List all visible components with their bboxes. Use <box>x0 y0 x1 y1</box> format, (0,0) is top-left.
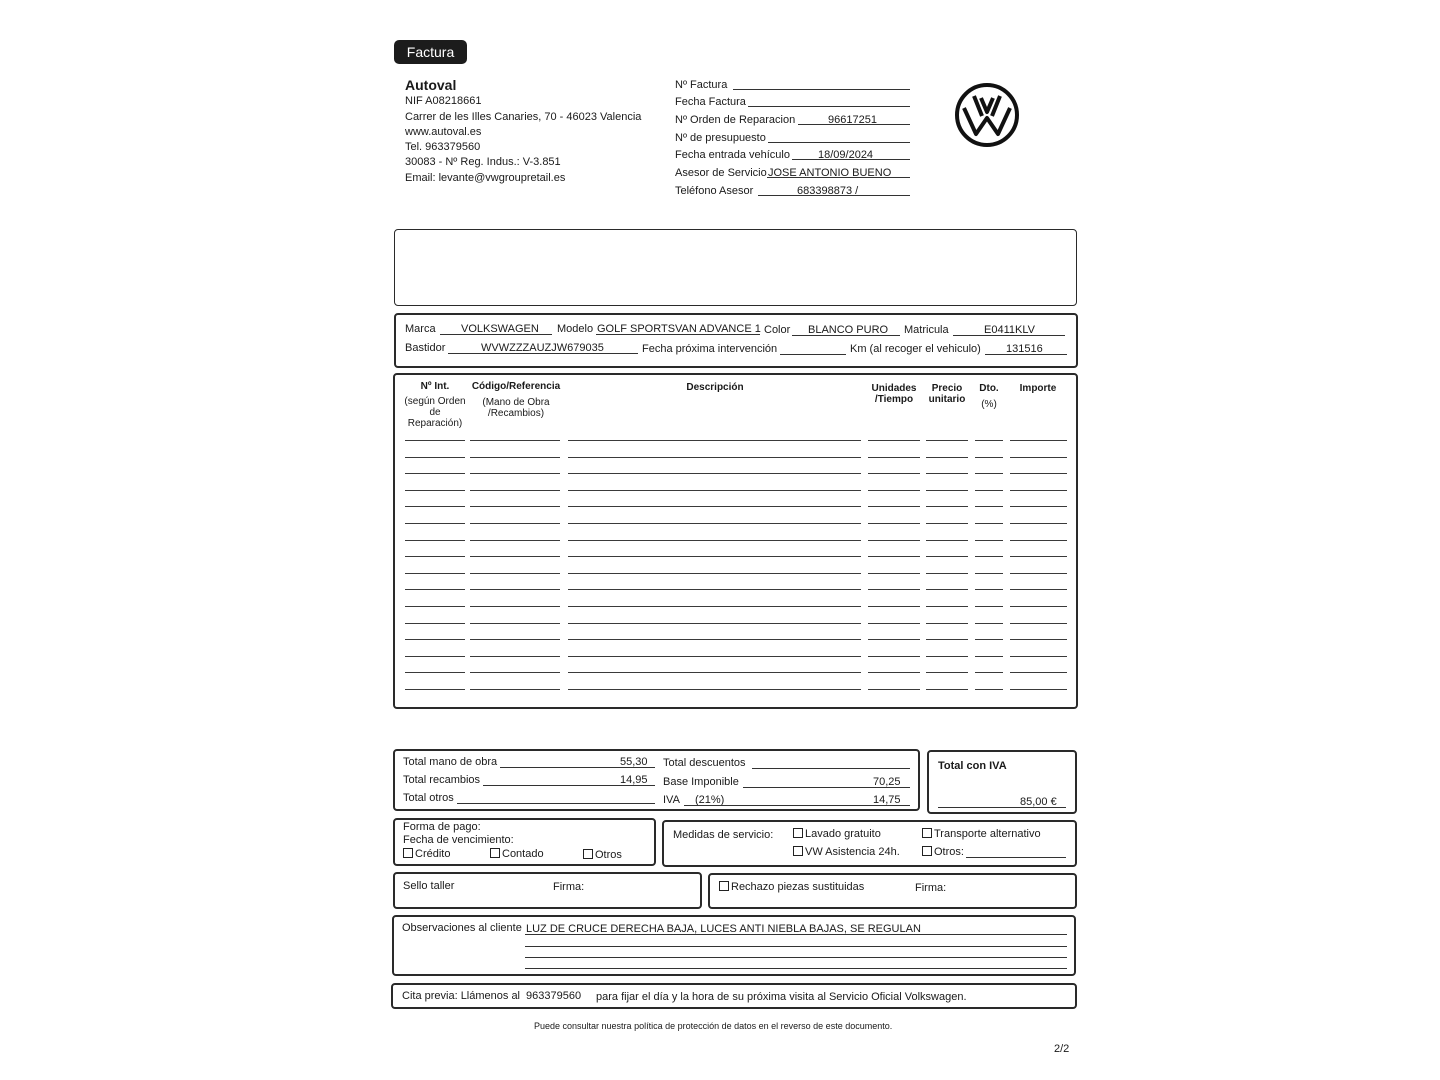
lavado-checkbox[interactable] <box>793 828 881 840</box>
obs-line-1 <box>525 934 1067 935</box>
blank-box <box>394 229 1077 306</box>
matricula-value: E0411KLV <box>984 324 1035 336</box>
fecha-factura-line <box>748 106 910 107</box>
table-row-line <box>926 506 968 507</box>
km-value: 131516 <box>1006 343 1043 355</box>
cita-prefix: Cita previa: Llámenos al <box>402 990 521 1002</box>
iva-label: IVA <box>663 794 680 806</box>
rechazo-label: Rechazo piezas sustituidas <box>731 881 865 893</box>
table-row-line <box>568 573 861 574</box>
fecha-factura-label: Fecha Factura <box>675 96 746 108</box>
table-row-line <box>975 672 1003 673</box>
table-row-line <box>470 440 560 441</box>
modelo-value: GOLF SPORTSVAN ADVANCE 1 <box>597 323 761 335</box>
descuentos-label: Total descuentos <box>663 757 746 769</box>
asesor-label: Asesor de Servicio <box>675 167 767 179</box>
table-row-line <box>568 689 861 690</box>
firma2-label: Firma: <box>915 882 947 894</box>
table-row-line <box>975 490 1003 491</box>
table-row-line <box>470 506 560 507</box>
table-row-line <box>568 457 861 458</box>
table-row-line <box>868 589 920 590</box>
table-row-line <box>868 606 920 607</box>
service-otros-line <box>966 857 1066 858</box>
col-desc-header: Descripción <box>686 382 744 393</box>
col-dto-sub: (%) <box>981 399 997 410</box>
table-row-line <box>470 606 560 607</box>
asesor-value: JOSE ANTONIO BUENO <box>768 167 892 179</box>
table-row-line <box>568 490 861 491</box>
table-row-line <box>405 506 465 507</box>
table-row-line <box>405 440 465 441</box>
iva-value: 14,75 <box>873 794 901 806</box>
table-row-line <box>470 656 560 657</box>
table-row-line <box>405 672 465 673</box>
col-precio-header: Precio unitario <box>928 383 966 405</box>
recambios-value: 14,95 <box>620 774 648 786</box>
table-row-line <box>1010 573 1067 574</box>
table-row-line <box>926 556 968 557</box>
service-otros-box-icon <box>922 846 932 856</box>
table-row-line <box>470 540 560 541</box>
credito-box-icon <box>403 848 413 858</box>
table-row-line <box>1010 623 1067 624</box>
observaciones-label: Observaciones al cliente <box>402 922 522 934</box>
table-row-line <box>926 689 968 690</box>
table-row-line <box>1010 589 1067 590</box>
table-row-line <box>470 473 560 474</box>
table-row-line <box>568 623 861 624</box>
company-name: Autoval <box>405 77 457 93</box>
base-label: Base Imponible <box>663 776 739 788</box>
presupuesto-line <box>768 142 910 143</box>
credito-label: Crédito <box>415 848 451 860</box>
obs-line-3 <box>525 957 1067 958</box>
table-row-line <box>568 540 861 541</box>
marca-label: Marca <box>405 323 436 335</box>
forma-label: Forma de pago: <box>403 821 481 833</box>
table-row-line <box>1010 540 1067 541</box>
service-otros-checkbox[interactable] <box>922 846 964 858</box>
factura-badge: Factura <box>394 40 467 64</box>
factura-line <box>733 89 910 90</box>
company-email: Email: levante@vwgroupretail.es <box>405 172 566 184</box>
descuentos-line <box>752 768 910 769</box>
table-row-line <box>868 556 920 557</box>
transporte-label: Transporte alternativo <box>934 828 1041 840</box>
table-row-line <box>405 540 465 541</box>
privacy-note: Puede consultar nuestra política de protección de datos en el reverso de este documento. <box>534 1021 893 1031</box>
cita-phone: 963379560 <box>526 990 582 1002</box>
items-table <box>393 373 1078 709</box>
asistencia-label: VW Asistencia 24h. <box>805 846 900 858</box>
bastidor-value: WVWZZZAUZJW679035 <box>481 342 604 354</box>
table-row-line <box>926 606 968 607</box>
table-row-line <box>405 490 465 491</box>
table-row-line <box>868 440 920 441</box>
bastidor-label: Bastidor <box>405 342 446 354</box>
vehicle-box <box>394 313 1078 368</box>
company-web: www.autoval.es <box>405 126 482 138</box>
table-row-line <box>868 490 920 491</box>
table-row-line <box>975 606 1003 607</box>
table-row-line <box>405 556 465 557</box>
table-row-line <box>926 623 968 624</box>
table-row-line <box>868 639 920 640</box>
table-row-line <box>1010 490 1067 491</box>
mano-value: 55,30 <box>620 756 648 768</box>
table-row-line <box>1010 440 1067 441</box>
col-dto-header: Dto. <box>979 383 999 394</box>
table-row-line <box>926 440 968 441</box>
vencimiento-label: Fecha de vencimiento: <box>403 834 514 846</box>
col-importe-header: Importe <box>1019 383 1057 394</box>
table-row-line <box>470 623 560 624</box>
table-row-line <box>868 473 920 474</box>
table-row-line <box>926 639 968 640</box>
transporte-checkbox[interactable] <box>922 828 1041 840</box>
table-row-line <box>926 490 968 491</box>
medidas-label: Medidas de servicio: <box>673 829 774 841</box>
color-value: BLANCO PURO <box>808 324 889 336</box>
table-row-line <box>868 689 920 690</box>
color-label: Color <box>764 324 791 336</box>
table-row-line <box>926 540 968 541</box>
table-row-line <box>470 639 560 640</box>
recambios-label: Total recambios <box>403 774 481 786</box>
table-row-line <box>405 523 465 524</box>
col-codigo-header: Código/Referencia <box>471 381 561 392</box>
obs-line-4 <box>525 968 1067 969</box>
observaciones-value: LUZ DE CRUCE DERECHA BAJA, LUCES ANTI NIEBLA BAJAS, SE REGULAN <box>526 923 921 935</box>
table-row-line <box>926 589 968 590</box>
table-row-line <box>405 457 465 458</box>
pago-otros-checkbox[interactable] <box>583 849 622 861</box>
table-row-line <box>470 556 560 557</box>
table-row-line <box>405 689 465 690</box>
table-row-line <box>1010 672 1067 673</box>
table-row-line <box>568 639 861 640</box>
table-row-line <box>1010 457 1067 458</box>
col-unidades-header: Unidades /Tiempo <box>871 383 917 405</box>
table-row-line <box>568 656 861 657</box>
base-value: 70,25 <box>873 776 901 788</box>
table-row-line <box>926 473 968 474</box>
proxima-label: Fecha próxima intervención <box>642 343 778 355</box>
table-row-line <box>975 457 1003 458</box>
table-row-line <box>568 440 861 441</box>
table-row-line <box>926 457 968 458</box>
proxima-line <box>780 354 846 355</box>
matricula-label: Matricula <box>904 324 949 336</box>
table-row-line <box>975 440 1003 441</box>
marca-value: VOLKSWAGEN <box>461 323 539 335</box>
table-row-line <box>1010 689 1067 690</box>
total-iva-value: 85,00 € <box>1020 796 1057 808</box>
company-nif: NIF A08218661 <box>405 95 482 107</box>
table-row-line <box>926 523 968 524</box>
table-row-line <box>975 573 1003 574</box>
sello-label: Sello taller <box>403 880 455 892</box>
table-row-line <box>975 689 1003 690</box>
table-row-line <box>975 556 1003 557</box>
table-row-line <box>405 623 465 624</box>
page-number: 2/2 <box>1054 1043 1070 1055</box>
telefono-label: Teléfono Asesor <box>675 185 754 197</box>
table-row-line <box>868 573 920 574</box>
table-row-line <box>470 573 560 574</box>
total-iva-label: Total con IVA <box>938 760 1007 772</box>
table-row-line <box>1010 656 1067 657</box>
lavado-box-icon <box>793 828 803 838</box>
otros-line <box>457 803 655 804</box>
table-row-line <box>568 672 861 673</box>
asistencia-checkbox[interactable] <box>793 846 900 858</box>
table-row-line <box>568 556 861 557</box>
table-row-line <box>405 639 465 640</box>
table-row-line <box>975 523 1003 524</box>
km-label: Km (al recoger el vehiculo) <box>850 343 981 355</box>
table-row-line <box>975 540 1003 541</box>
company-tel: Tel. 963379560 <box>405 141 481 153</box>
table-row-line <box>975 639 1003 640</box>
table-row-line <box>470 589 560 590</box>
table-row-line <box>568 606 861 607</box>
table-row-line <box>470 490 560 491</box>
table-row-line <box>926 573 968 574</box>
table-row-line <box>405 573 465 574</box>
table-row-line <box>405 589 465 590</box>
table-row-line <box>470 689 560 690</box>
firma-label: Firma: <box>553 881 585 893</box>
orden-value: 96617251 <box>828 114 877 126</box>
table-row-line <box>470 457 560 458</box>
table-row-line <box>568 473 861 474</box>
table-row-line <box>975 473 1003 474</box>
contado-label: Contado <box>502 848 544 860</box>
table-row-line <box>868 506 920 507</box>
lavado-label: Lavado gratuito <box>805 828 881 840</box>
col-codigo-sub: (Mano de Obra /Recambios) <box>482 397 550 419</box>
rechazo-box-icon <box>719 881 729 891</box>
telefono-value: 683398873 / <box>797 185 859 197</box>
orden-label: Nº Orden de Reparacion <box>675 114 796 126</box>
table-row-line <box>868 457 920 458</box>
table-row-line <box>470 672 560 673</box>
iva-rate: (21%) <box>695 794 725 806</box>
presupuesto-label: Nº de presupuesto <box>675 132 766 144</box>
table-row-line <box>975 506 1003 507</box>
rechazo-checkbox[interactable] <box>719 881 864 893</box>
pago-otros-label: Otros <box>595 849 622 861</box>
table-row-line <box>568 589 861 590</box>
table-row-line <box>470 523 560 524</box>
contado-checkbox[interactable] <box>490 848 544 860</box>
mano-label: Total mano de obra <box>403 756 498 768</box>
table-row-line <box>405 606 465 607</box>
modelo-label: Modelo <box>557 323 594 335</box>
table-row-line <box>868 540 920 541</box>
table-row-line <box>975 589 1003 590</box>
table-row-line <box>926 672 968 673</box>
table-row-line <box>405 656 465 657</box>
factura-label: Nº Factura <box>675 79 728 91</box>
table-row-line <box>1010 473 1067 474</box>
table-row-line <box>868 656 920 657</box>
table-row-line <box>405 473 465 474</box>
table-row-line <box>568 506 861 507</box>
table-row-line <box>868 672 920 673</box>
table-row-line <box>868 623 920 624</box>
otros-label: Total otros <box>403 792 454 804</box>
credito-checkbox[interactable] <box>403 848 450 860</box>
vw-logo-icon <box>954 82 1020 148</box>
obs-line-2 <box>525 946 1067 947</box>
entrada-label: Fecha entrada vehículo <box>675 149 790 161</box>
cita-suffix: para fijar el día y la hora de su próxima visita al Servicio Oficial Volkswagen. <box>596 991 967 1003</box>
transporte-box-icon <box>922 828 932 838</box>
table-row-line <box>1010 639 1067 640</box>
table-row-line <box>1010 606 1067 607</box>
contado-box-icon <box>490 848 500 858</box>
service-otros-label: Otros: <box>934 846 964 858</box>
table-row-line <box>1010 523 1067 524</box>
pago-otros-box-icon <box>583 849 593 859</box>
table-row-line <box>1010 556 1067 557</box>
table-row-line <box>926 656 968 657</box>
col-nint-header: Nº Int. <box>420 381 450 392</box>
table-row-line <box>1010 506 1067 507</box>
entrada-value: 18/09/2024 <box>818 149 874 161</box>
company-reg: 30083 - Nº Reg. Indus.: V-3.851 <box>405 156 561 168</box>
table-row-line <box>975 623 1003 624</box>
company-address: Carrer de les Illes Canaries, 70 - 46023 Valencia <box>405 111 642 123</box>
col-nint-sub: (según Orden de Reparación) <box>404 396 466 429</box>
asistencia-box-icon <box>793 846 803 856</box>
table-row-line <box>868 523 920 524</box>
table-row-line <box>975 656 1003 657</box>
table-row-line <box>568 523 861 524</box>
